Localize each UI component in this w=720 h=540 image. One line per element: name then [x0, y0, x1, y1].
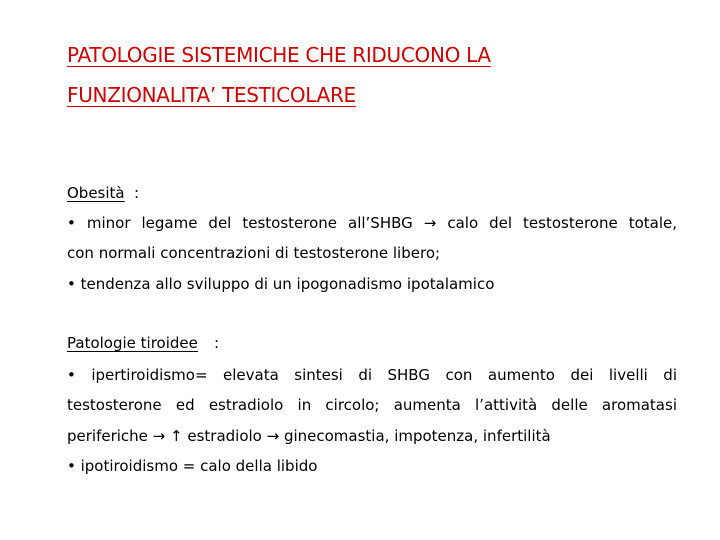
obesity-heading: Obesità — [67, 184, 125, 202]
thyroid-line-4: • ipotiroidismo = calo della libido — [67, 457, 318, 475]
thyroid-line-1: • ipertiroidismo= elevata sintesi di SHBG con aumento dei livelli di — [67, 366, 677, 384]
obesity-line-2: con normali concentrazioni di testosterone libero; — [67, 244, 441, 262]
thyroid-heading-colon: : — [214, 334, 220, 352]
slide-title-line-2: FUNZIONALITA’ TESTICOLARE — [67, 83, 356, 107]
obesity-line-3: • tendenza allo sviluppo di un ipogonadismo ipotalamico — [67, 275, 495, 293]
thyroid-line-3: periferiche → ↑ estradiolo → ginecomastia, impotenza, infertilità — [67, 427, 551, 445]
thyroid-line-2: testosterone ed estradiolo in circolo; aumenta l’attività delle aromatasi — [67, 396, 677, 414]
obesity-line-1: • minor legame del testosterone all’SHBG → calo del testosterone totale, — [67, 214, 677, 232]
obesity-heading-colon: : — [134, 184, 140, 202]
thyroid-heading: Patologie tiroidee — [67, 334, 198, 352]
slide-title-line-1: PATOLOGIE SISTEMICHE CHE RIDUCONO LA — [67, 43, 491, 67]
